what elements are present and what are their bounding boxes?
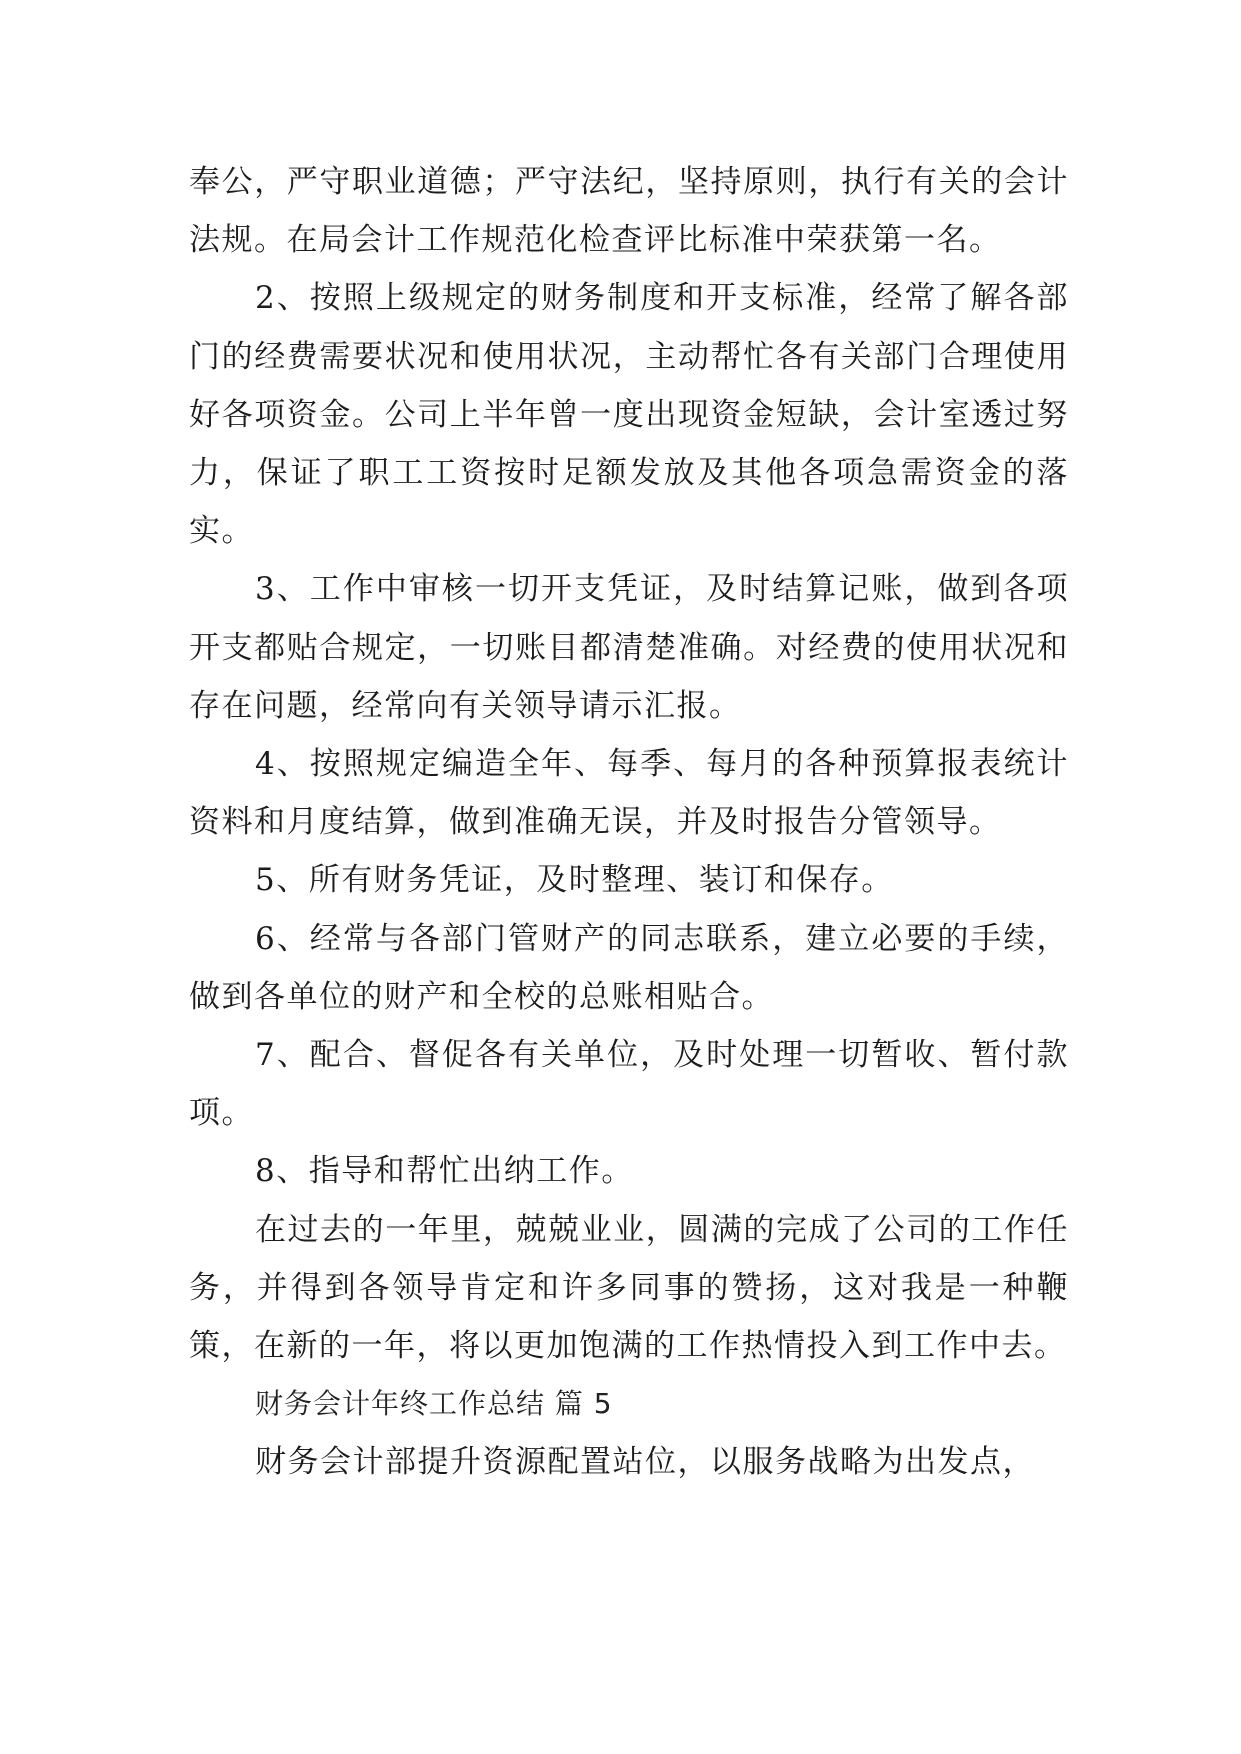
paragraph-item-3: 3、工作中审核一切开支凭证，及时结算记账，做到各项开支都贴合规定，一切账目都清楚准确。对经费的使用状况和存在问题，经常向有关领导请示汇报。 bbox=[189, 571, 1069, 724]
paragraph-item-6: 6、经常与各部门管财产的同志联系，建立必要的手续，做到各单位的财产和全校的总账相贴合。 bbox=[189, 920, 1069, 1015]
paragraph-continuation: 奉公，严守职业道德；严守法纪，坚持原则，执行有关的会计法规。在局会计工作规范化检查评比标准中荣获第一名。 bbox=[189, 164, 1069, 259]
paragraph-closing: 财务会计部提升资源配置站位，以服务战略为出发点， bbox=[255, 1444, 1035, 1481]
paragraph-item-2: 2、按照上级规定的财务制度和开支标准，经常了解各部门的经费需要状况和使用状况，主动帮忙各有关部门合理使用好各项资金。公司上半年曾一度出现资金短缺，会计室透过努力，保证了职工工资按时足额发放及其他各项急需资金的落实。 bbox=[189, 280, 1069, 550]
paragraph-item-8: 8、指导和帮忙出纳工作。 bbox=[255, 1153, 634, 1190]
paragraph-item-5: 5、所有财务凭证，及时整理、装订和保存。 bbox=[255, 862, 894, 899]
document-body bbox=[189, 153, 1069, 1492]
paragraph-item-7: 7、配合、督促各有关单位，及时处理一切暂收、暂付款项。 bbox=[189, 1037, 1069, 1132]
paragraph-item-4: 4、按照规定编造全年、每季、每月的各种预算报表统计资料和月度结算，做到准确无误，并及时报告分管领导。 bbox=[189, 746, 1069, 841]
section-heading: 财务会计年终工作总结 篇 5 bbox=[255, 1387, 613, 1421]
paragraph-summary: 在过去的一年里，兢兢业业，圆满的完成了公司的工作任务，并得到各领导肯定和许多同事的赞扬，这对我是一种鞭策，在新的一年，将以更加饱满的工作热情投入到工作中去。 bbox=[189, 1211, 1069, 1365]
